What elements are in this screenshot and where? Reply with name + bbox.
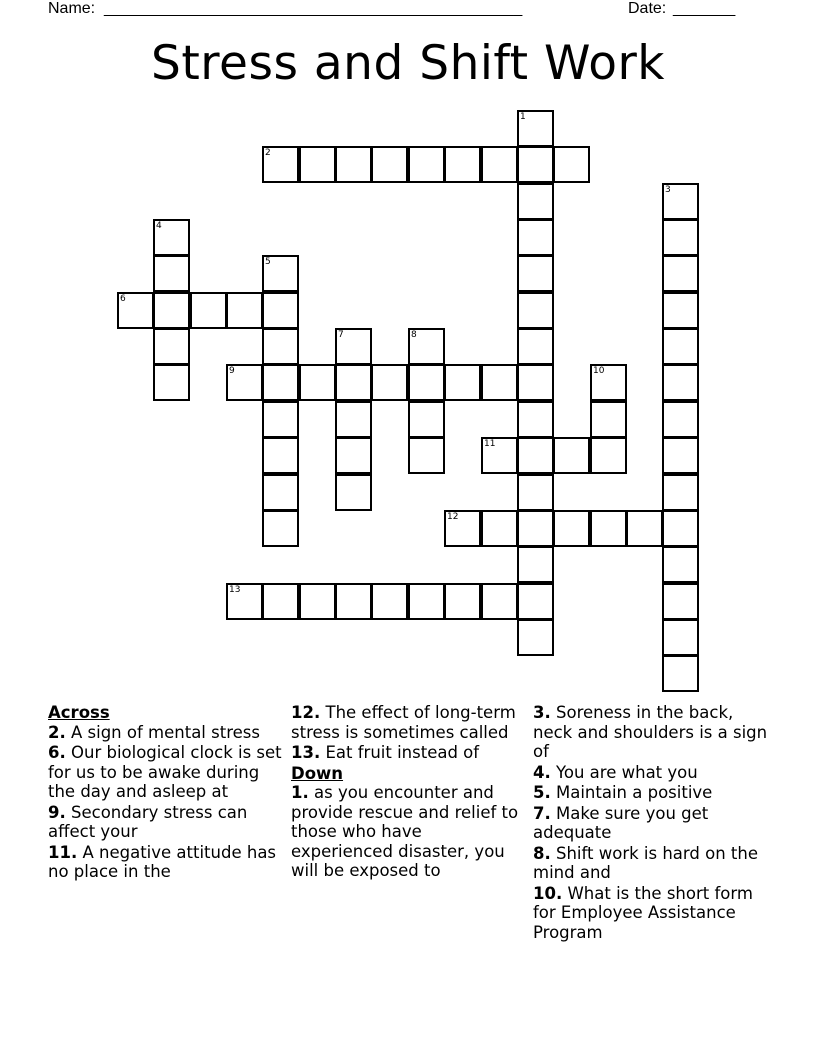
crossword-cell[interactable] [299,583,336,620]
cell-number: 6 [120,294,126,304]
clue-text: Make sure you get adequate [533,803,709,842]
crossword-cell[interactable] [444,146,481,183]
clue-across-9 [48,803,283,842]
clue-number: 2. [48,722,66,742]
clue-text: Secondary stress can affect your [48,802,248,841]
clue-down-8 [533,844,768,883]
crossword-cell[interactable] [262,401,299,438]
crossword-cell[interactable] [481,146,518,183]
clue-text: Our biological clock is set for us to be awake during the day and asleep at [48,743,282,801]
crossword-cell[interactable] [117,292,154,329]
crossword-cell[interactable] [262,146,299,183]
crossword-cell[interactable] [662,510,699,547]
cell-number: 10 [593,366,605,376]
clue-down-4 [533,763,768,783]
crossword-cell[interactable] [517,510,554,547]
crossword-cell[interactable] [553,510,590,547]
cell-number: 3 [665,185,671,195]
clue-text: What is the short form for Employee Assistance Program [533,883,753,942]
crossword-cell[interactable] [335,364,372,401]
crossword-cell[interactable] [335,401,372,438]
clue-text: Shift work is hard on the mind and [533,843,759,882]
crossword-cell[interactable] [226,583,263,620]
crossword-cell[interactable] [517,364,554,401]
crossword-cell[interactable] [517,474,554,511]
date-input-line[interactable]: _______ [673,0,736,17]
name-input-line[interactable]: _______________________________________________ [104,0,523,17]
crossword-cell[interactable] [517,255,554,292]
crossword-cell[interactable] [153,292,190,329]
clue-text: You are what you [556,762,698,782]
clue-down-7 [533,804,768,843]
down-heading: Down [291,763,344,783]
crossword-cell[interactable] [371,583,408,620]
crossword-cell[interactable] [262,255,299,292]
crossword-cell[interactable] [590,437,627,474]
clue-down-1 [291,783,523,881]
clues-column-1 [48,703,283,883]
crossword-cell[interactable] [153,219,190,256]
clue-text: as you encounter and provide rescue and relief to those who have experienced disaster, you will be exposed to [291,783,519,880]
crossword-cell[interactable] [590,510,627,547]
cell-number: 13 [229,585,241,595]
clue-number: 7. [533,803,551,823]
crossword-cell[interactable] [517,437,554,474]
crossword-cell[interactable] [517,619,554,656]
crossword-cell[interactable] [153,255,190,292]
crossword-cell[interactable] [662,546,699,583]
clue-number: 1. [291,783,309,802]
clue-across-2 [48,723,283,743]
crossword-cell[interactable] [626,510,663,547]
crossword-cell[interactable] [262,292,299,329]
crossword-cell[interactable] [371,146,408,183]
crossword-cell[interactable] [517,546,554,583]
crossword-cell[interactable] [481,583,518,620]
cell-number: 4 [156,221,162,231]
crossword-cell[interactable] [662,401,699,438]
cell-number: 2 [265,148,271,158]
crossword-cell[interactable] [662,619,699,656]
crossword-cell[interactable] [408,583,445,620]
cell-number: 1 [520,112,526,122]
across-heading: Across [48,703,110,722]
clue-across-11 [48,843,283,882]
crossword-cell[interactable] [262,437,299,474]
crossword-cell[interactable] [299,364,336,401]
crossword-cell[interactable] [262,328,299,365]
date-label: Date: [628,0,667,17]
cell-number: 7 [338,330,344,340]
clue-text: Soreness in the back, neck and shoulders is a sign of [533,703,768,761]
crossword-cell[interactable] [408,364,445,401]
crossword-cell[interactable] [590,401,627,438]
crossword-cell[interactable] [517,583,554,620]
crossword-cell[interactable] [408,401,445,438]
clue-text: Maintain a positive [556,783,713,802]
crossword-cell[interactable] [371,364,408,401]
crossword-cell[interactable] [190,292,227,329]
crossword-cell[interactable] [517,328,554,365]
cell-number: 12 [447,512,459,522]
crossword-cell[interactable] [662,474,699,511]
crossword-cell[interactable] [553,146,590,183]
crossword-cell[interactable] [335,583,372,620]
clue-down-5 [533,783,768,803]
crossword-cell[interactable] [662,583,699,620]
crossword-cell[interactable] [662,655,699,692]
crossword-cell[interactable] [662,183,699,220]
crossword-cell[interactable] [299,146,336,183]
crossword-cell[interactable] [662,219,699,256]
crossword-cell[interactable] [153,328,190,365]
crossword-cell[interactable] [662,437,699,474]
crossword-cell[interactable] [517,110,554,147]
name-label: Name: [48,0,96,17]
crossword-cell[interactable] [335,437,372,474]
clue-across-6 [48,743,283,802]
crossword-cell[interactable] [662,328,699,365]
crossword-cell[interactable] [408,437,445,474]
clue-number: 3. [533,703,551,722]
crossword-cell[interactable] [662,255,699,292]
cell-number: 5 [265,257,271,267]
clue-text: A sign of mental stress [71,722,260,742]
crossword-cell[interactable] [481,437,518,474]
crossword-cell[interactable] [517,292,554,329]
clue-number: 9. [48,802,66,822]
clue-number: 10. [533,883,563,903]
clue-down-10 [533,884,768,943]
crossword-cell[interactable] [517,183,554,220]
crossword-cell[interactable] [226,292,263,329]
cell-number: 11 [484,439,496,449]
crossword-cell[interactable] [153,364,190,401]
clue-number: 12. [291,703,321,722]
cell-number: 8 [411,330,417,340]
crossword-cell[interactable] [335,146,372,183]
crossword-cell[interactable] [444,364,481,401]
clue-number: 6. [48,743,66,762]
crossword-cell[interactable] [262,474,299,511]
crossword-cell[interactable] [335,474,372,511]
crossword-cell[interactable] [517,219,554,256]
crossword-cell[interactable] [662,364,699,401]
cell-number: 9 [229,366,235,376]
crossword-cell[interactable] [481,510,518,547]
crossword-cell[interactable] [408,328,445,365]
crossword-cell[interactable] [444,583,481,620]
clue-number: 5. [533,783,551,802]
clue-text: A negative attitude has no place in the [48,842,277,881]
clue-number: 4. [533,762,551,782]
crossword-cell[interactable] [408,146,445,183]
clue-number: 11. [48,842,78,862]
crossword-cell[interactable] [517,401,554,438]
crossword-cell[interactable] [662,292,699,329]
crossword-cell[interactable] [517,146,554,183]
crossword-cell[interactable] [335,328,372,365]
clue-number: 8. [533,843,551,863]
clue-number: 13. [291,743,321,762]
crossword-cell[interactable] [262,583,299,620]
crossword-cell[interactable] [590,364,627,401]
clue-down-3 [533,703,768,762]
crossword-cell[interactable] [481,364,518,401]
clue-across-13 [291,743,523,763]
clue-text: The effect of long-term stress is sometimes called [291,703,516,742]
crossword-cell[interactable] [262,364,299,401]
clues-column-2 [291,703,523,882]
clues-column-3 [533,703,768,943]
page-title: Stress and Shift Work [150,36,666,91]
crossword-cell[interactable] [226,364,263,401]
crossword-cell[interactable] [444,510,481,547]
clue-text: Eat fruit instead of [325,743,480,762]
crossword-cell[interactable] [553,437,590,474]
clue-across-12 [291,703,523,742]
crossword-cell[interactable] [262,510,299,547]
